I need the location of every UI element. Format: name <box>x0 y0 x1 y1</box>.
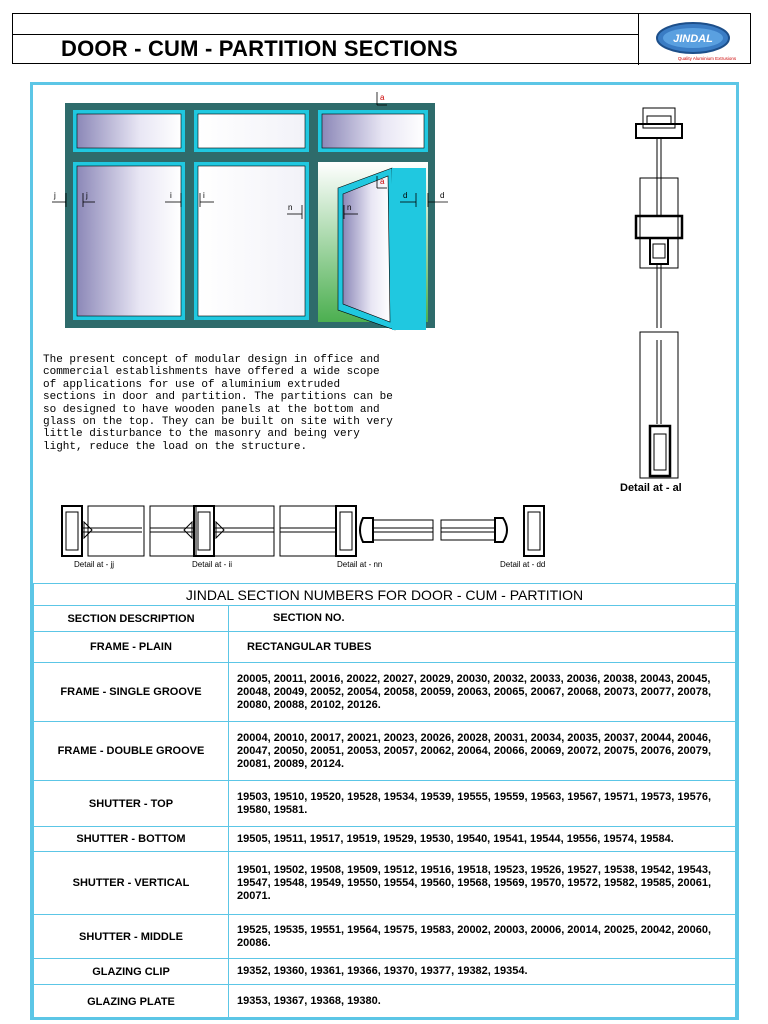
detail-jj-caption: Detail at - jj <box>74 560 115 569</box>
row-section-numbers: RECTANGULAR TUBES <box>229 632 736 663</box>
row-description: FRAME - DOUBLE GROOVE <box>34 722 229 781</box>
section-numbers-table <box>33 583 736 1019</box>
detail-ii-caption: Detail at - ii <box>192 560 233 569</box>
table-row <box>34 781 736 827</box>
row-section-numbers: 19352, 19360, 19361, 19366, 19370, 19377, 19382, 19354. <box>229 959 736 985</box>
logo-text: JINDAL <box>673 33 713 45</box>
table-row <box>34 985 736 1019</box>
table-row <box>34 663 736 722</box>
marker-d-right: d <box>440 191 445 200</box>
marker-a-door: a <box>380 177 385 186</box>
row-section-numbers: 19503, 19510, 19520, 19528, 19534, 19539, 19555, 19559, 19563, 19567, 19571, 19573, 19576, 19580, 19581. <box>229 781 736 827</box>
detail-nn-caption: Detail at - nn <box>337 560 383 569</box>
table-row <box>34 722 736 781</box>
row-description: SHUTTER - BOTTOM <box>34 827 229 852</box>
row-section-numbers: 20004, 20010, 20017, 20021, 20023, 20026, 20028, 20031, 20034, 20035, 20037, 20044, 20046, 20047, 20050, 20051, 20053, 20057, 20062, 20064, 20066, 20069, 20072, 20075, 20076, 20079, 20081, 20089, 20124. <box>229 722 736 781</box>
table-title: JINDAL SECTION NUMBERS FOR DOOR - CUM - PARTITION <box>34 584 736 606</box>
row-description: SHUTTER - TOP <box>34 781 229 827</box>
row-section-numbers: 19353, 19367, 19368, 19380. <box>229 985 736 1019</box>
table-row <box>34 632 736 663</box>
row-description: GLAZING PLATE <box>34 985 229 1019</box>
row-description: GLAZING CLIP <box>34 959 229 985</box>
marker-d-left: d <box>403 191 408 200</box>
marker-a-top: a <box>380 93 385 102</box>
detail-al-caption: Detail at - al <box>620 482 682 494</box>
marker-j-outer: j <box>54 191 56 200</box>
jindal-logo <box>649 18 749 62</box>
detail-strip-drawing <box>58 500 558 562</box>
marker-n-right: n <box>347 203 352 212</box>
row-section-numbers: 20005, 20011, 20016, 20022, 20027, 20029, 20030, 20032, 20033, 20036, 20038, 20043, 20045, 20048, 20049, 20052, 20054, 20058, 20059, 20063, 20065, 20067, 20068, 20073, 20077, 20078, 20080, 20088, 20102, 20126. <box>229 663 736 722</box>
marker-i-left: i <box>170 191 172 200</box>
row-description: FRAME - PLAIN <box>34 632 229 663</box>
header-divider <box>638 14 639 65</box>
page-title: DOOR - CUM - PARTITION SECTIONS <box>61 36 458 61</box>
detail-dd-caption: Detail at - dd <box>500 560 546 569</box>
table-row <box>34 852 736 915</box>
row-description: SHUTTER - VERTICAL <box>34 852 229 915</box>
table-header-row <box>34 606 736 632</box>
detail-al-drawing <box>628 104 698 484</box>
logo-tagline: Quality Aluminium Extrusions <box>677 56 737 61</box>
description-paragraph: The present concept of modular design in office and commercial establishments have offered a wide scope of applications for use of aluminium extruded sections in door and partition. The partitions can be so designed to have wooden panels at the bottom and glass on the top. They can be built on site with very little disturbance to the masonry and being very light, reduce the load on the structure. <box>43 354 393 453</box>
partition-elevation-drawing <box>40 88 470 338</box>
marker-n-left: n <box>288 203 293 212</box>
marker-j-inner: j <box>86 191 88 200</box>
header-section-description: SECTION DESCRIPTION <box>34 606 229 632</box>
row-description: FRAME - SINGLE GROOVE <box>34 663 229 722</box>
table-row <box>34 915 736 959</box>
header-section-no: SECTION NO. <box>229 606 736 632</box>
row-section-numbers: 19525, 19535, 19551, 19564, 19575, 19583, 20002, 20003, 20006, 20014, 20025, 20042, 20060, 20086. <box>229 915 736 959</box>
row-description: SHUTTER - MIDDLE <box>34 915 229 959</box>
table-row <box>34 827 736 852</box>
row-section-numbers: 19501, 19502, 19508, 19509, 19512, 19516, 19518, 19523, 19526, 19527, 19538, 19542, 19543, 19547, 19548, 19549, 19550, 19554, 19560, 19568, 19569, 19570, 19572, 19582, 19585, 20061, 20071. <box>229 852 736 915</box>
row-section-numbers: 19505, 19511, 19517, 19519, 19529, 19530, 19540, 19541, 19544, 19556, 19574, 19584. <box>229 827 736 852</box>
header-box <box>12 13 751 64</box>
table-row <box>34 959 736 985</box>
marker-i-right: i <box>203 191 205 200</box>
header-rule <box>13 34 638 35</box>
